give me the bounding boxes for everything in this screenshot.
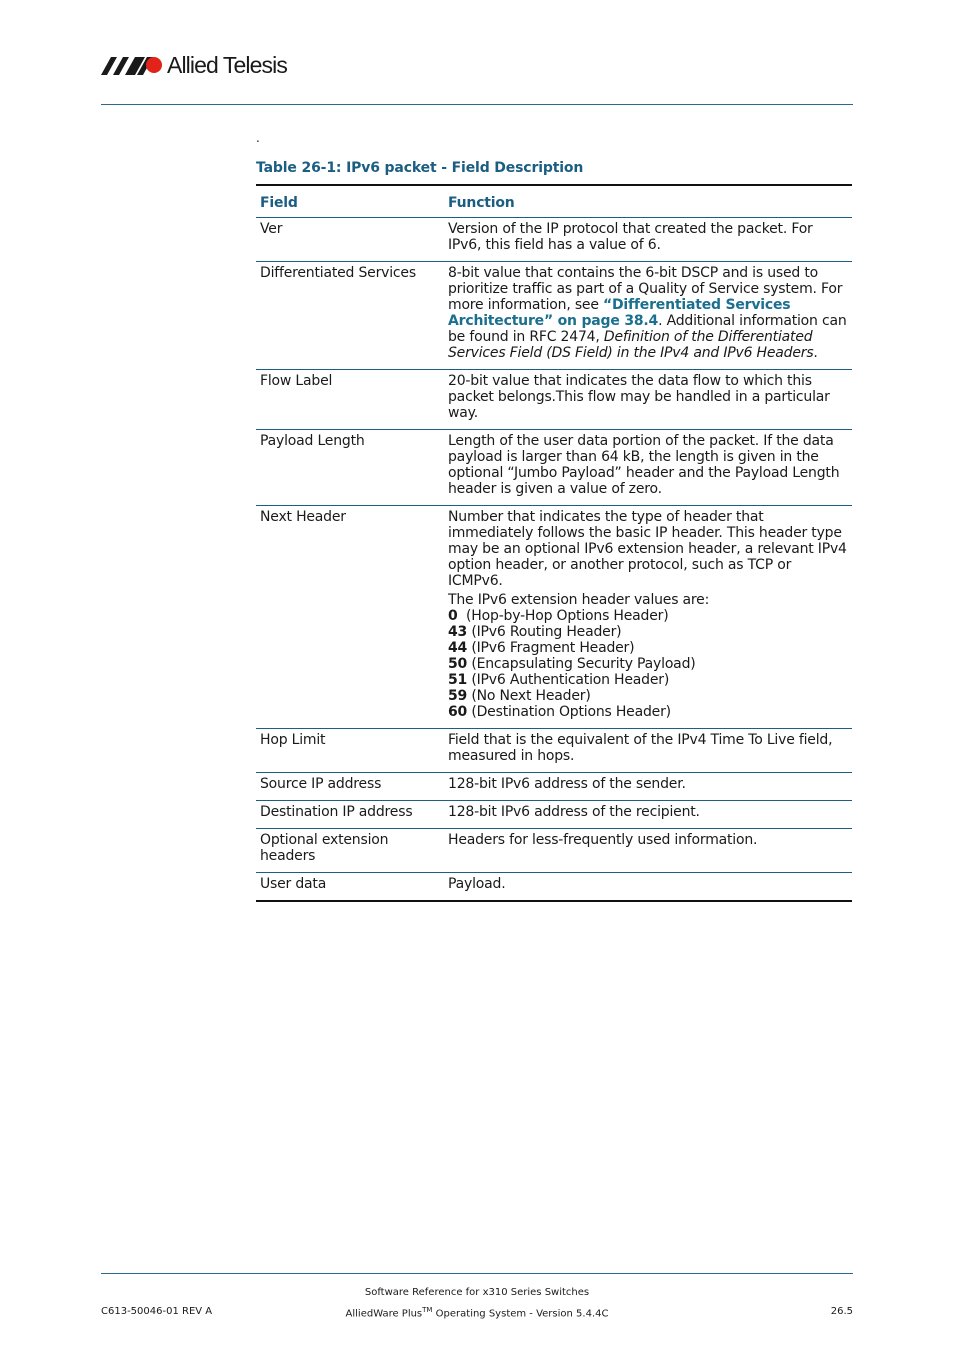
extension-value bbox=[448, 608, 848, 624]
field-cell: Differentiated Services bbox=[260, 265, 416, 281]
table-caption: Table 26-1: IPv6 packet - Field Description bbox=[256, 160, 584, 176]
function-cell: 20-bit value that indicates the data flow to which this packet belongs.This flow may be handled in a particular way. bbox=[448, 373, 830, 421]
field-cell: Next Header bbox=[260, 509, 346, 525]
function-cell: Headers for less-frequently used information. bbox=[448, 832, 758, 848]
extension-desc: (IPv6 Fragment Header) bbox=[467, 640, 635, 656]
column-header-function: Function bbox=[448, 195, 515, 211]
function-cell: Version of the IP protocol that created the packet. For IPv6, this field has a value of 6. bbox=[448, 221, 813, 253]
function-cell: 128-bit IPv6 address of the recipient. bbox=[448, 804, 700, 820]
table-row bbox=[256, 506, 852, 729]
function-cell bbox=[444, 506, 852, 729]
extension-code: 44 bbox=[448, 640, 468, 656]
extension-value bbox=[448, 688, 848, 704]
extension-desc: (IPv6 Routing Header) bbox=[467, 624, 622, 640]
extension-intro: The IPv6 extension header values are: bbox=[448, 592, 710, 608]
extension-value bbox=[448, 656, 848, 672]
function-cell: Payload. bbox=[448, 876, 506, 892]
logo-mark-icon bbox=[101, 55, 163, 75]
trademark-mark: TM bbox=[422, 1306, 433, 1314]
function-text: Number that indicates the type of header that immediately follows the basic IP header. This header type may be an optional IPv6 extension header, a relevant IPv4 option header, or another protocol, such as TCP or ICMPv6. bbox=[448, 509, 847, 589]
table-row bbox=[256, 729, 852, 773]
header-rule bbox=[101, 104, 853, 105]
extension-code: 50 bbox=[448, 656, 468, 672]
table-row bbox=[256, 370, 852, 430]
extension-value bbox=[448, 624, 848, 640]
field-cell: Destination IP address bbox=[260, 804, 413, 820]
table-row bbox=[256, 873, 852, 902]
stray-mark: . bbox=[256, 131, 260, 145]
extension-desc: (No Next Header) bbox=[467, 688, 591, 704]
field-cell: Optional extension headers bbox=[260, 832, 389, 864]
field-description-table bbox=[256, 184, 852, 902]
table-row bbox=[256, 430, 852, 506]
footer-title: Software Reference for x310 Series Switches bbox=[364, 1287, 590, 1298]
extension-desc: (IPv6 Authentication Header) bbox=[467, 672, 670, 688]
footer-product: AlliedWare Plus bbox=[345, 1308, 423, 1320]
function-cell: 128-bit IPv6 address of the sender. bbox=[448, 776, 686, 792]
field-cell: Ver bbox=[260, 221, 283, 237]
function-cell: Length of the user data portion of the packet. If the data payload is larger than 64 kB, the length is given in the optional “Jumbo Payload” header and the Payload Length header is given a value of zero. bbox=[448, 433, 840, 497]
extension-value bbox=[448, 640, 848, 656]
extension-desc: (Hop-by-Hop Options Header) bbox=[457, 608, 669, 624]
allied-telesis-logo bbox=[101, 52, 287, 78]
table-row bbox=[256, 829, 852, 873]
table-header-row bbox=[256, 185, 852, 218]
extension-value bbox=[448, 672, 848, 688]
function-text: 8-bit value that contains the 6-bit DSCP and is used to prioritize traffic as part of a Quality of Service system. For more information, see bbox=[448, 265, 843, 313]
table-row bbox=[256, 218, 852, 262]
function-cell bbox=[444, 262, 852, 370]
extension-code: 43 bbox=[448, 624, 468, 640]
logo-text: Allied Telesis bbox=[167, 52, 287, 78]
extension-code: 59 bbox=[448, 688, 468, 704]
table-row bbox=[256, 262, 852, 370]
rfc-title: Definition of the Differentiated Services Field (DS Field) in the IPv4 and IPv6 Headers bbox=[448, 329, 814, 361]
extension-desc: (Destination Options Header) bbox=[467, 704, 671, 720]
function-text: . Additional information can be found in RFC 2474, bbox=[448, 313, 847, 345]
footer-version: Operating System - Version 5.4.4C bbox=[432, 1308, 609, 1320]
extension-value bbox=[448, 704, 848, 720]
cross-reference-link[interactable]: “Differentiated Services Architecture” on page 38.4 bbox=[448, 297, 791, 329]
extension-code: 0 bbox=[448, 608, 458, 624]
function-text: . bbox=[813, 345, 818, 361]
extension-code: 51 bbox=[448, 672, 468, 688]
table-row bbox=[256, 773, 852, 801]
footer-product-line bbox=[0, 1306, 954, 1319]
field-cell: User data bbox=[260, 876, 327, 892]
page-number: 26.5 bbox=[830, 1306, 853, 1317]
field-cell: Flow Label bbox=[260, 373, 333, 389]
function-cell: Field that is the equivalent of the IPv4 Time To Live field, measured in hops. bbox=[448, 732, 833, 764]
extension-desc: (Encapsulating Security Payload) bbox=[467, 656, 696, 672]
field-cell: Payload Length bbox=[260, 433, 365, 449]
footer-doc-id: C613-50046-01 REV A bbox=[101, 1306, 213, 1317]
field-cell: Source IP address bbox=[260, 776, 382, 792]
field-cell: Hop Limit bbox=[260, 732, 326, 748]
footer-rule bbox=[101, 1273, 853, 1274]
table-row bbox=[256, 801, 852, 829]
column-header-field: Field bbox=[260, 195, 298, 211]
extension-code: 60 bbox=[448, 704, 468, 720]
